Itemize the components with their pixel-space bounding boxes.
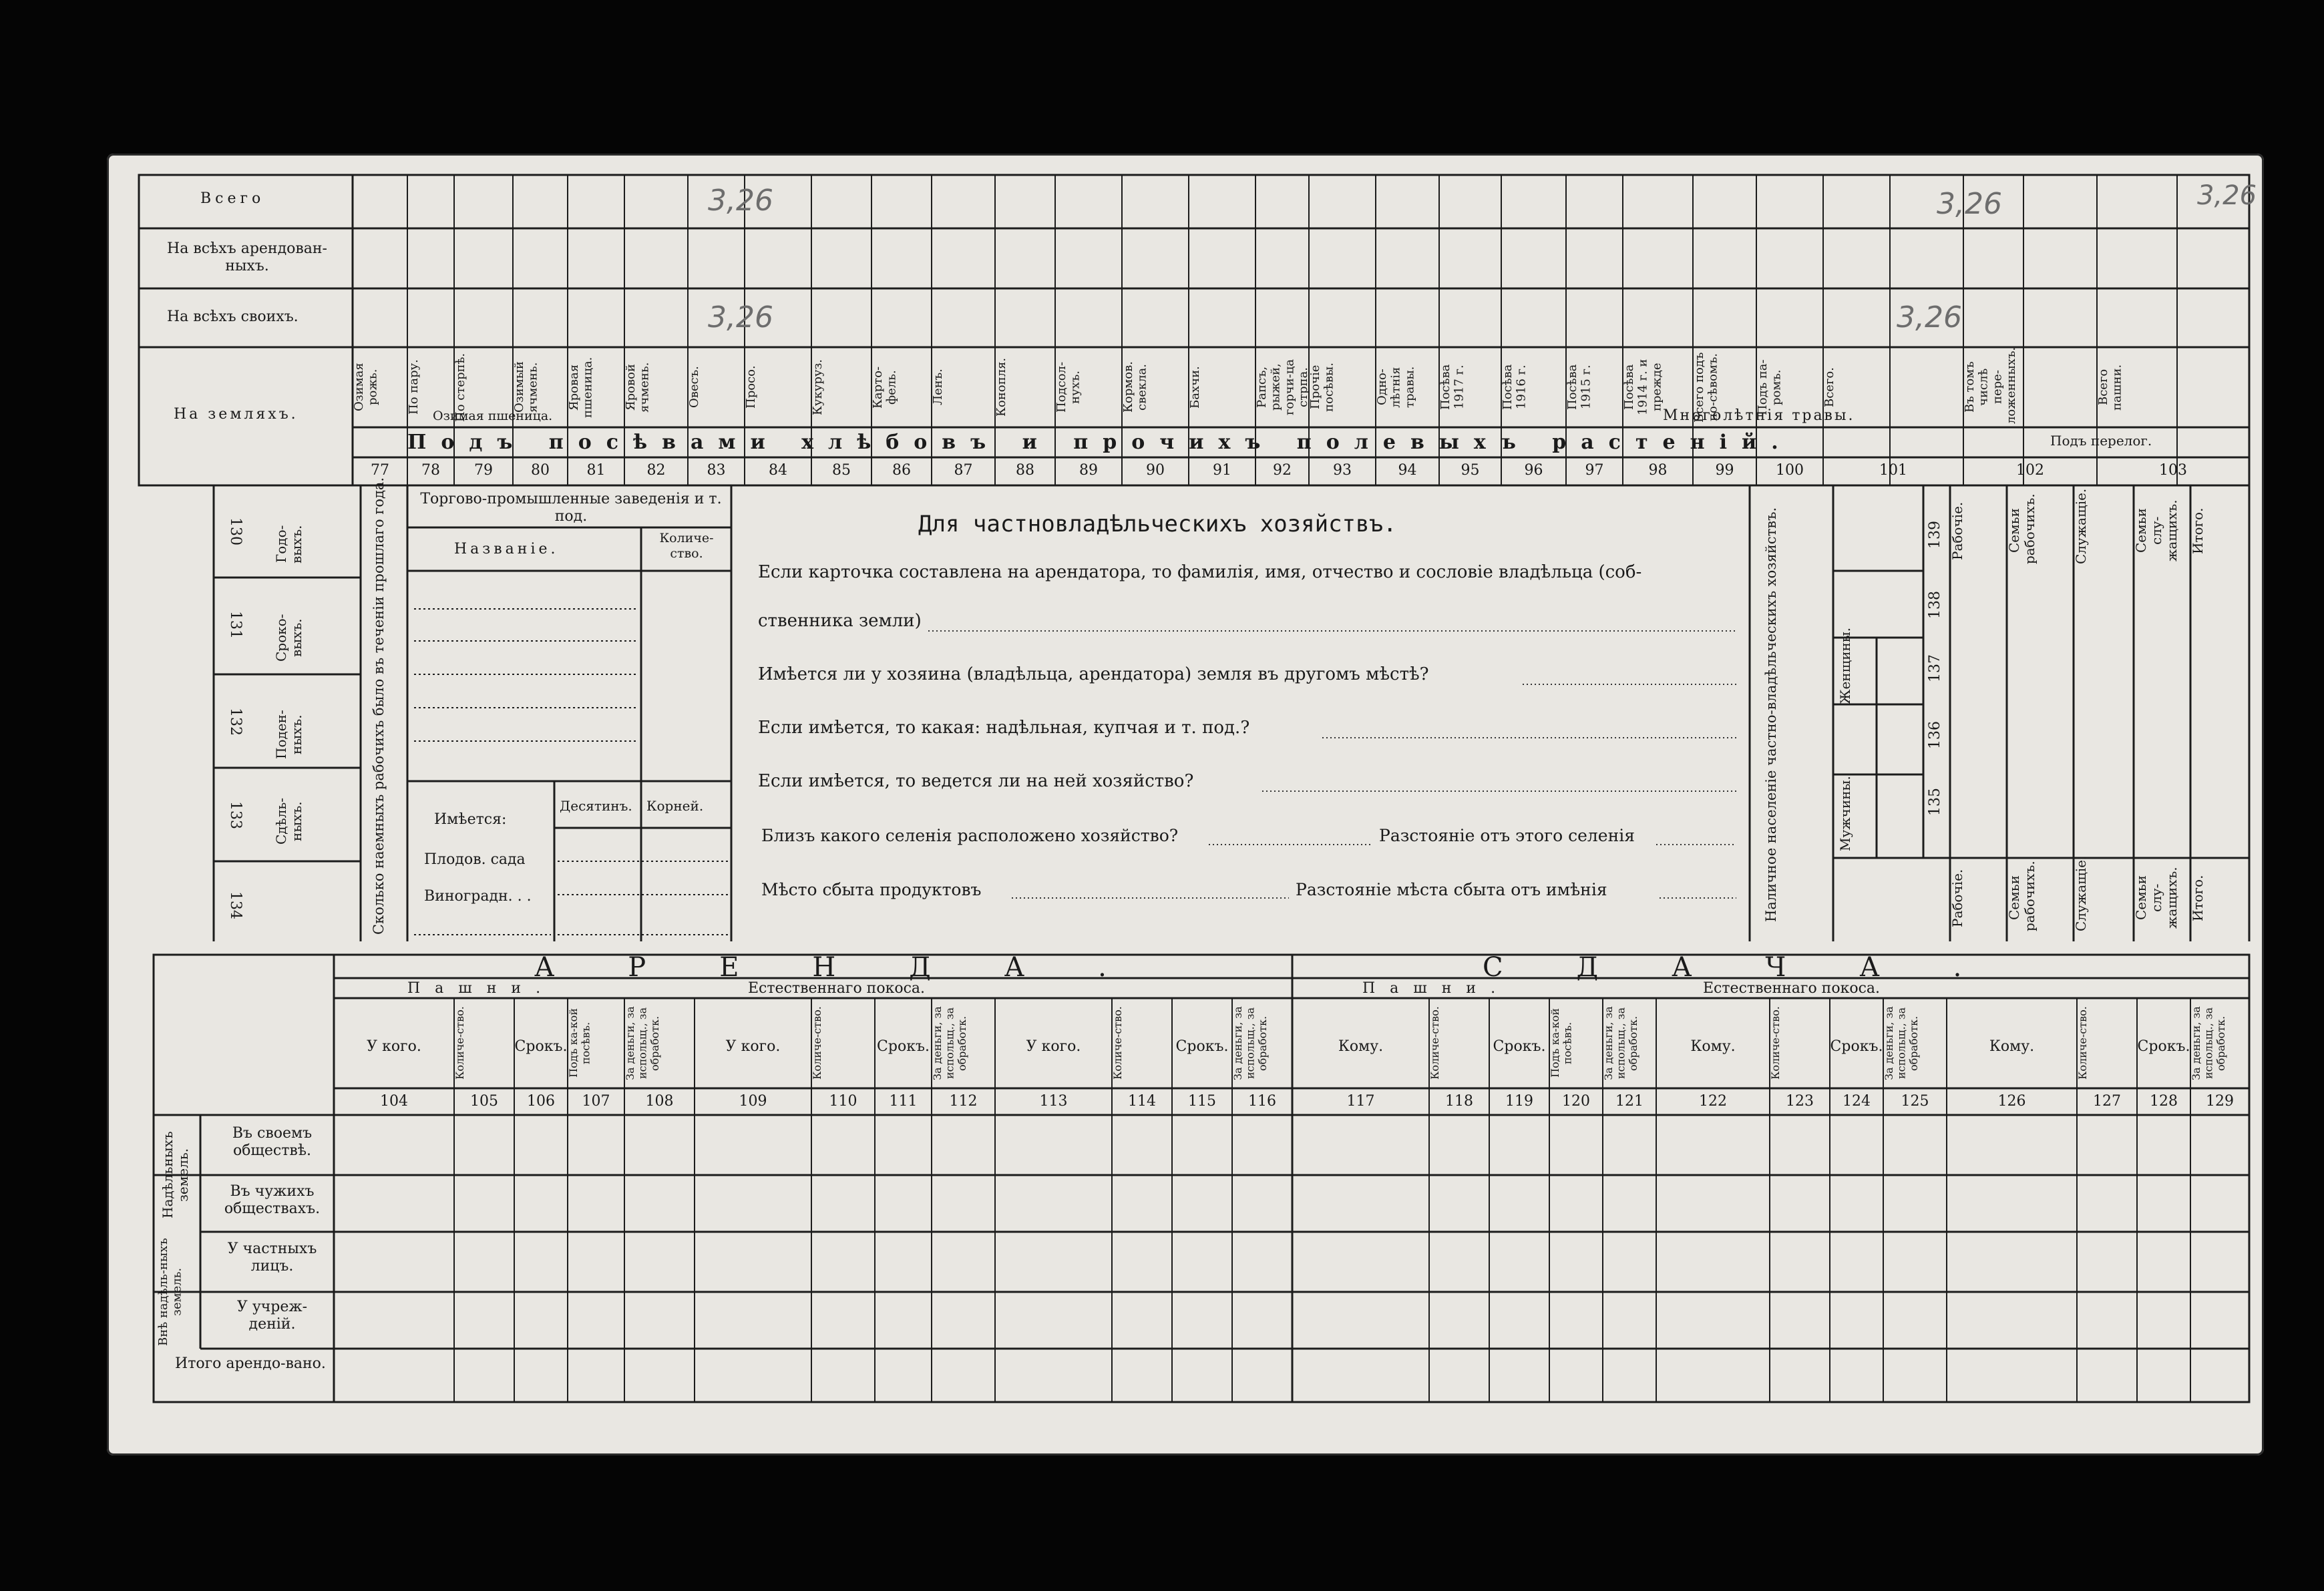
column-number: 94	[1398, 462, 1417, 479]
crop-header: Подсол-нухъ.	[1054, 361, 1083, 413]
lease-column-number: 115	[1188, 1093, 1216, 1110]
population-column-header: Семьи рабочихъ.	[2006, 861, 2038, 931]
sdacha-pashni: Пашни.	[1362, 980, 1511, 997]
lease-column-number: 129	[2206, 1093, 2234, 1110]
column-number: 86	[892, 462, 911, 479]
column-number: 82	[646, 462, 666, 479]
column-number: 99	[1715, 462, 1734, 479]
banner-posevy: Подъ посѣвами хлѣбовъ и прочихъ полевыхъ растеній.	[407, 431, 1793, 454]
population-number: 139	[1927, 521, 1943, 549]
crop-header: Посѣва 1915 г.	[1565, 364, 1593, 411]
crop-header: Въ томъ числѣ пере-ложенныхъ.	[1963, 347, 2019, 424]
lease-column-number: 110	[829, 1093, 857, 1110]
lease-column-header: Срокъ.	[2137, 1038, 2190, 1055]
lease-column-number: 117	[1346, 1093, 1375, 1110]
column-number: 93	[1333, 462, 1352, 479]
lease-column-number: 113	[1039, 1093, 1068, 1110]
lease-column-number: 126	[1997, 1093, 2026, 1110]
arenda-pokos: Естественнаго покоса.	[748, 980, 926, 997]
lease-column-number: 114	[1128, 1093, 1156, 1110]
column-number: 92	[1273, 462, 1292, 479]
private-title: Для частновладѣльческихъ хозяйствъ.	[918, 511, 1397, 537]
sdacha-title: СДАЧА.	[1483, 952, 2036, 983]
crop-header: Просо.	[744, 365, 758, 409]
trade-garden: Плодов. сада	[424, 851, 526, 868]
population-column-header: Рабочіе.	[1949, 501, 1965, 560]
lease-column-number: 112	[949, 1093, 978, 1110]
row-label-na-zemlyah: На земляхъ.	[174, 406, 299, 423]
trade-desyatin: Десятинъ.	[560, 798, 632, 814]
crop-header: Яровой ячмень.	[624, 362, 652, 413]
lease-column-number: 118	[1445, 1093, 1473, 1110]
column-number: 95	[1461, 462, 1480, 479]
crop-header: Бахчи.	[1188, 366, 1202, 409]
group-nadelnyh: Надѣльныхъ земель.	[160, 1131, 191, 1219]
column-number: 84	[769, 462, 787, 479]
population-column-header: Служащіе.	[2073, 488, 2089, 564]
col-num-134: 134	[227, 891, 244, 919]
sub-mnogoletnie: Многолѣтнія травы.	[1663, 407, 1855, 424]
row-uchrezhdeniy: У учреж-деній.	[236, 1299, 308, 1333]
lease-column-number: 104	[380, 1093, 408, 1110]
crop-header: Конопля.	[994, 357, 1008, 417]
crop-header: Посѣва 1914 г. и прежде	[1622, 359, 1664, 416]
lease-column-number: 122	[1699, 1093, 1727, 1110]
row-chuzhih-obshchestvah: Въ чужихъ обществахъ.	[224, 1183, 321, 1218]
trade-vineyard: Виноградн. . .	[424, 888, 532, 905]
crop-header: Карто-фель.	[871, 366, 899, 409]
population-column-header: Служащіе.	[2073, 855, 2089, 931]
row-itogo-arendovano: Итого арендо-вано.	[175, 1355, 326, 1372]
crop-header: Подъ па-ромъ.	[1756, 359, 1784, 415]
population-title: Наличное населеніе частно-владѣльческихъ хозяйствъ.	[1763, 507, 1779, 922]
column-number: 79	[474, 462, 493, 479]
private-q1b: ственника земли)	[758, 611, 922, 631]
column-number: 80	[531, 462, 550, 479]
lease-column-number: 127	[2093, 1093, 2121, 1110]
lease-column-header: У кого.	[725, 1038, 781, 1055]
population-column-header: Итого.	[2190, 875, 2206, 921]
column-number: 90	[1146, 462, 1165, 479]
lease-column-header: Подъ ка-кой посѣвъ.	[567, 1008, 592, 1078]
private-q6b: Разстояніе мѣста сбыта отъ имѣнія	[1296, 880, 1607, 899]
lease-column-number: 123	[1786, 1093, 1814, 1110]
label-godovyh: Годо-выхъ.	[273, 525, 305, 563]
lease-column-header: За деньги, за испольщ., за обработк.	[931, 1006, 968, 1080]
column-number: 97	[1585, 462, 1604, 479]
col-num-133: 133	[227, 801, 244, 829]
private-q5b: Разстояніе отъ этого селенія	[1379, 826, 1635, 845]
lease-column-number: 109	[739, 1093, 767, 1110]
crop-header: Кукуруз.	[811, 359, 825, 416]
crop-header: Озимая рожь.	[352, 363, 380, 412]
population-column-header: Семьи слу-жащихъ.	[2133, 867, 2180, 929]
population-men: Мужчины.	[1837, 776, 1853, 851]
crop-header: По стерпѣ.	[453, 353, 467, 422]
private-q2: Имѣется ли у хозяина (владѣльца, арендатора) земля въ другомъ мѣстѣ?	[758, 664, 1429, 684]
handwritten-note: 3,26	[708, 300, 773, 334]
private-q3: Если имѣется, то какая: надѣльная, купчая и т. под.?	[758, 718, 1250, 738]
crop-header: Всего.	[1822, 367, 1836, 407]
handwritten-note: 3,26	[708, 184, 773, 218]
trade-has: Имѣется:	[434, 811, 507, 828]
lease-column-header: Срокъ.	[514, 1038, 568, 1055]
lease-column-header: Количе-ство.	[1769, 1006, 1782, 1080]
lease-column-header: У кого.	[367, 1038, 421, 1055]
lease-column-header: Количе-ство.	[811, 1006, 823, 1080]
lease-column-header: Кому.	[1989, 1038, 2035, 1055]
lease-column-header: Срокъ.	[1175, 1038, 1229, 1055]
population-number: 135	[1927, 788, 1943, 816]
lease-column-number: 120	[1562, 1093, 1590, 1110]
private-q4: Если имѣется, то ведется ли на ней хозяйство?	[758, 771, 1194, 791]
column-number: 77	[371, 462, 389, 479]
lease-column-header: Срокъ.	[1830, 1038, 1883, 1055]
column-number: 98	[1648, 462, 1668, 479]
crop-header: Одно-лѣтнія травы.	[1375, 366, 1417, 409]
col-num-132: 132	[227, 708, 244, 736]
population-women: Женщины.	[1837, 627, 1853, 704]
lease-column-number: 111	[889, 1093, 918, 1110]
column-number: 96	[1524, 462, 1543, 479]
column-number: 88	[1016, 462, 1034, 479]
sdacha-pokos: Естественнаго покоса.	[1703, 980, 1881, 997]
sub-ozimaya-pshenitsa: Озимая пшеница.	[433, 409, 553, 423]
col-num-130: 130	[227, 517, 244, 545]
group-vne-nadelnyh: Внѣ надѣль-ныхъ земель.	[156, 1238, 184, 1346]
crop-header: Озимый ячмень.	[512, 361, 540, 413]
lease-column-number: 124	[1843, 1093, 1871, 1110]
lease-column-number: 121	[1615, 1093, 1643, 1110]
column-number: 81	[586, 462, 606, 479]
private-q1a: Если карточка составлена на арендатора, то фамилія, имя, отчество и сословіе владѣльца (соб-	[758, 562, 1642, 582]
private-q6a: Мѣсто сбыта продуктовъ	[761, 880, 982, 899]
population-column-header: Семьи рабочихъ.	[2006, 493, 2038, 564]
lease-column-number: 119	[1505, 1093, 1533, 1110]
crop-header: Посѣва 1916 г.	[1501, 364, 1529, 411]
lease-column-header: Подъ ка-кой посѣвъ.	[1549, 1008, 1574, 1078]
trade-col-qty: Количе-ство.	[659, 531, 714, 561]
private-q5a: Близъ какого селенія расположено хозяйство?	[761, 826, 1179, 845]
label-sdelnyh: Сдѣль-ныхъ.	[273, 797, 305, 845]
trade-title: Торгово-промышленные заведенія и т. под.	[420, 491, 722, 525]
lease-column-header: За деньги, за испольщ., за обработк.	[1602, 1006, 1639, 1080]
lease-column-header: Срокъ.	[877, 1038, 930, 1055]
column-number: 100	[1776, 462, 1804, 479]
lease-column-number: 105	[470, 1093, 498, 1110]
handwritten-note: 3,26	[1897, 300, 1962, 334]
lease-column-header: За деньги, за испольщ., за обработк.	[624, 1006, 661, 1080]
lease-column-header: Количе-ство.	[1111, 1006, 1124, 1080]
lease-column-header: У кого.	[1026, 1038, 1081, 1055]
column-number: 89	[1079, 462, 1098, 479]
sub-perelog: Подъ перелог.	[2050, 433, 2152, 449]
population-number: 137	[1927, 654, 1943, 682]
handwritten-note: 3,26	[1937, 187, 2002, 221]
lease-column-header: Кому.	[1338, 1038, 1384, 1055]
trade-korney: Корней.	[646, 798, 704, 814]
hired-workers-title: Сколько наемныхъ рабочихъ было въ теченіи прошлаго года.	[371, 477, 387, 935]
population-number: 138	[1927, 591, 1943, 619]
handwritten-note: 3,26	[2197, 180, 2257, 211]
row-label-vsego: Всего	[200, 190, 265, 207]
lease-column-header: Количе-ство.	[1428, 1006, 1441, 1080]
row-svoem-obshchestve: Въ своемъ обществѣ.	[232, 1125, 313, 1160]
row-chastnyh-lits: У частныхъ лицъ.	[227, 1240, 317, 1275]
arenda-title: АРЕНДА.	[534, 952, 1180, 983]
trade-col-name: Названіе.	[454, 541, 559, 557]
lease-column-number: 106	[527, 1093, 555, 1110]
crop-header: Всего пашни.	[2096, 364, 2124, 411]
label-srokovyh: Сроко-выхъ.	[273, 614, 305, 662]
lease-column-number: 125	[1901, 1093, 1929, 1110]
column-number: 83	[707, 462, 726, 479]
arenda-pashni: Пашни.	[407, 980, 556, 997]
lease-column-header: Количе-ство.	[453, 1006, 466, 1080]
col-num-131: 131	[227, 611, 244, 639]
column-number: 85	[832, 462, 851, 479]
lease-column-header: Количе-ство.	[2076, 1006, 2089, 1080]
lease-column-header: Кому.	[1690, 1038, 1736, 1055]
crop-header: Яровая пшеница.	[567, 357, 595, 418]
lease-column-header: За деньги, за испольщ., за обработк.	[1231, 1006, 1269, 1080]
crop-header: Всего подъ по-сѣвомъ.	[1692, 352, 1720, 423]
lease-column-number: 116	[1248, 1093, 1276, 1110]
column-number: 78	[421, 462, 440, 479]
crop-header: Овесъ.	[687, 366, 701, 409]
lease-column-number: 128	[2150, 1093, 2178, 1110]
crop-header: Рапсъ, рыжей, горчи-ца стрпа.	[1255, 359, 1311, 416]
crop-header: Прочіе посѣвы.	[1308, 363, 1336, 412]
label-podennyh: Поден-ныхъ.	[273, 710, 305, 759]
lease-column-number: 108	[645, 1093, 674, 1110]
population-column-header: Семьи слу-жащихъ.	[2133, 499, 2180, 562]
lease-column-header: За деньги, за испольщ., за обработк.	[2190, 1006, 2227, 1080]
lease-column-header: Срокъ.	[1493, 1038, 1546, 1055]
crop-header: По пару.	[407, 359, 421, 415]
column-number: 87	[954, 462, 973, 479]
population-column-header: Рабочіе.	[1949, 869, 1965, 927]
row-label-arendovannyh: На всѣхъ арендован-ныхъ.	[167, 240, 327, 275]
column-number: 102	[2016, 462, 2044, 479]
column-number: 91	[1213, 462, 1231, 479]
crop-header: Ленъ.	[931, 369, 945, 406]
population-column-header: Итого.	[2190, 507, 2206, 554]
lease-column-number: 107	[582, 1093, 610, 1110]
column-number: 101	[1879, 462, 1907, 479]
crop-header: Кормов. свекла.	[1121, 361, 1149, 413]
population-number: 136	[1927, 721, 1943, 749]
row-label-svoih: На всѣхъ своихъ.	[167, 308, 299, 325]
lease-column-header: За деньги, за испольщ., за обработк.	[1883, 1006, 1920, 1080]
column-number: 103	[2159, 462, 2187, 479]
crop-header: Посѣва 1917 г.	[1438, 364, 1467, 411]
